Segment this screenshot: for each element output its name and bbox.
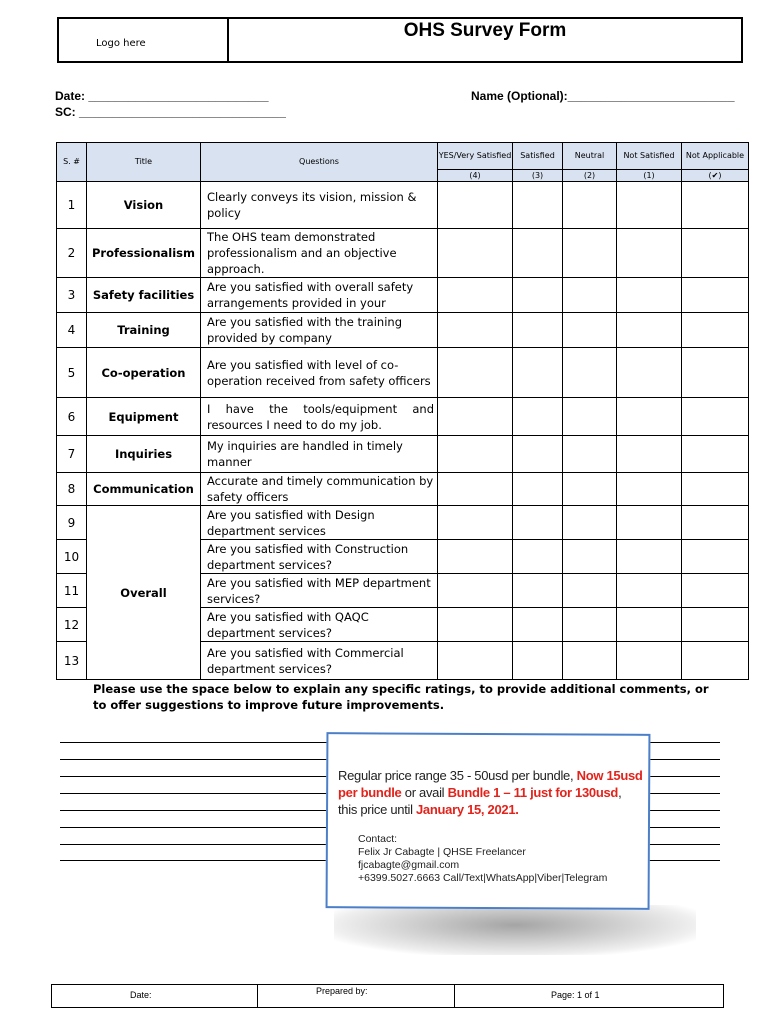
question-text: My inquiries are handled in timely manner	[207, 439, 403, 469]
score-4: (4)	[438, 170, 513, 182]
row-question	[201, 398, 438, 436]
table-row	[57, 348, 749, 398]
rating-cell[interactable]	[617, 574, 682, 608]
rating-cell[interactable]	[563, 348, 617, 398]
rating-cell[interactable]	[513, 278, 563, 313]
table-row	[57, 313, 749, 348]
header-not-satisfied: Not Satisfied	[617, 143, 682, 170]
header-questions: Questions	[201, 143, 438, 182]
name-field[interactable]: Name (Optional):_________________________	[471, 89, 735, 103]
rating-cell[interactable]	[513, 574, 563, 608]
rating-cell[interactable]	[513, 506, 563, 540]
rating-cell[interactable]	[617, 278, 682, 313]
row-number: 12	[57, 608, 87, 642]
contact-label: Contact:	[358, 833, 398, 845]
rating-cell[interactable]	[617, 313, 682, 348]
rating-cell[interactable]	[617, 182, 682, 229]
header-title: Title	[87, 143, 201, 182]
rating-cell[interactable]	[617, 398, 682, 436]
rating-cell[interactable]	[513, 348, 563, 398]
score-na: (✔)	[682, 170, 749, 182]
score-1: (1)	[617, 170, 682, 182]
rating-cell[interactable]	[563, 278, 617, 313]
row-question	[201, 278, 438, 313]
row-title: Inquiries	[87, 436, 201, 473]
row-title: Training	[87, 313, 201, 348]
header-satisfied: Satisfied	[513, 143, 563, 170]
rating-cell[interactable]	[682, 506, 749, 540]
row-number: 11	[57, 574, 87, 608]
table-row	[57, 506, 749, 540]
logo-placeholder: Logo here	[59, 19, 229, 61]
rating-cell[interactable]	[682, 313, 749, 348]
table-row	[57, 436, 749, 473]
row-title: Overall	[87, 506, 201, 680]
rating-cell[interactable]	[682, 436, 749, 473]
score-2: (2)	[563, 170, 617, 182]
question-text: Clearly conveys its vision, mission & policy	[207, 190, 417, 220]
question-text: Are you satisfied with level of co-operation received from safety officers	[207, 357, 431, 388]
question-text: Are you satisfied with Construction department services?	[207, 541, 409, 572]
rating-cell[interactable]	[682, 182, 749, 229]
rating-cell[interactable]	[438, 540, 513, 574]
promo-highlight-2: Bundle 1 – 11 just for 130usd	[447, 785, 619, 800]
row-number: 2	[57, 229, 87, 278]
rating-cell[interactable]	[513, 313, 563, 348]
row-number: 4	[57, 313, 87, 348]
rating-cell[interactable]	[438, 182, 513, 229]
rating-cell[interactable]	[563, 473, 617, 506]
rating-cell[interactable]	[617, 229, 682, 278]
row-number: 10	[57, 540, 87, 574]
row-title: Co-operation	[87, 348, 201, 398]
row-title: Professionalism	[87, 229, 201, 278]
table-row	[57, 229, 749, 278]
header-not-applicable: Not Applicable	[682, 143, 749, 170]
question-text: Are you satisfied with MEP department services?	[207, 575, 431, 606]
rating-cell[interactable]	[563, 574, 617, 608]
question-text: Accurate and timely communication by safety officers	[207, 474, 434, 504]
rating-cell[interactable]	[438, 348, 513, 398]
rating-cell[interactable]	[682, 473, 749, 506]
date-field[interactable]: Date: ___________________________	[55, 89, 269, 103]
question-text: Are you satisfied with Design department services	[207, 507, 375, 538]
header-sn: S. #	[57, 143, 87, 182]
row-number: 8	[57, 473, 87, 506]
form-footer	[51, 984, 724, 1008]
form-title: OHS Survey Form	[403, 20, 567, 41]
rating-cell[interactable]	[513, 473, 563, 506]
rating-cell[interactable]	[682, 540, 749, 574]
row-question	[201, 473, 438, 506]
row-question	[201, 436, 438, 473]
rating-cell[interactable]	[513, 229, 563, 278]
question-text: The OHS team demonstrated professionalism and an objective approach.	[207, 230, 397, 276]
rating-cell[interactable]	[617, 608, 682, 642]
question-text: Are you satisfied with the training provided by company	[207, 315, 403, 345]
rating-cell[interactable]	[682, 642, 749, 680]
rating-cell[interactable]	[563, 608, 617, 642]
rating-cell[interactable]	[513, 182, 563, 229]
rating-cell[interactable]	[617, 642, 682, 680]
rating-cell[interactable]	[513, 436, 563, 473]
row-title: Equipment	[87, 398, 201, 436]
row-number: 9	[57, 506, 87, 540]
rating-cell[interactable]	[438, 278, 513, 313]
comments-instructions: Please use the space below to explain any specific ratings, to provide additional comments, or to offer suggestions to improve future improvements.	[93, 682, 709, 712]
score-3: (3)	[513, 170, 563, 182]
rating-cell[interactable]	[617, 473, 682, 506]
contact-email[interactable]: fjcabagte@gmail.com	[358, 859, 460, 871]
rating-cell[interactable]	[563, 313, 617, 348]
sticker-shadow	[334, 905, 696, 955]
question-text: Are you satisfied with overall safety arrangements provided in your	[207, 280, 414, 310]
promo-highlight-1: Now 15usd per bundle	[338, 768, 643, 800]
rating-cell[interactable]	[438, 313, 513, 348]
question-text: I have the tools/equipment and resources I need to do my job.	[207, 401, 434, 432]
row-question	[201, 229, 438, 278]
contact-name: Felix Jr Cabagte | QHSE Freelancer	[358, 846, 526, 858]
footer-prepared-by: Prepared by:	[258, 985, 455, 1007]
survey-table	[56, 142, 749, 680]
rating-cell[interactable]	[563, 398, 617, 436]
question-text: Are you satisfied with QAQC department services?	[207, 609, 369, 640]
promo-price-text	[338, 767, 643, 818]
contact-phone[interactable]: +6399.5027.6663 Call/Text|WhatsApp|Viber|Telegram	[358, 872, 608, 884]
rating-cell[interactable]	[617, 506, 682, 540]
rating-cell[interactable]	[682, 608, 749, 642]
row-question	[201, 574, 438, 608]
rating-cell[interactable]	[682, 398, 749, 436]
row-question	[201, 540, 438, 574]
row-number: 13	[57, 642, 87, 680]
promo-highlight-3: January 15, 2021.	[416, 802, 519, 817]
rating-cell[interactable]	[682, 348, 749, 398]
row-number: 1	[57, 182, 87, 229]
promo-contact	[358, 833, 607, 885]
table-row	[57, 182, 749, 229]
rating-cell[interactable]	[563, 436, 617, 473]
rating-cell[interactable]	[513, 398, 563, 436]
rating-cell[interactable]	[563, 642, 617, 680]
row-title: Safety facilities	[87, 278, 201, 313]
rating-cell[interactable]	[513, 608, 563, 642]
row-title: Communication	[87, 473, 201, 506]
row-question	[201, 642, 438, 680]
rating-cell[interactable]	[513, 540, 563, 574]
rating-cell[interactable]	[617, 348, 682, 398]
form-header	[57, 17, 743, 63]
sc-field[interactable]: SC: _______________________________	[55, 105, 286, 119]
rating-cell[interactable]	[682, 229, 749, 278]
header-neutral: Neutral	[563, 143, 617, 170]
rating-cell[interactable]	[617, 540, 682, 574]
table-row	[57, 398, 749, 436]
rating-cell[interactable]	[563, 229, 617, 278]
rating-cell[interactable]	[438, 229, 513, 278]
rating-cell[interactable]	[617, 436, 682, 473]
rating-cell[interactable]	[438, 506, 513, 540]
header-very-satisfied: YES/Very Satisfied	[438, 143, 513, 170]
row-title: Vision	[87, 182, 201, 229]
footer-page: Page: 1 of 1	[551, 990, 600, 1000]
rating-cell[interactable]	[513, 642, 563, 680]
table-row	[57, 473, 749, 506]
rating-cell[interactable]	[438, 608, 513, 642]
rating-cell[interactable]	[438, 473, 513, 506]
rating-cell[interactable]	[563, 182, 617, 229]
rating-cell[interactable]	[438, 574, 513, 608]
table-row	[57, 278, 749, 313]
promo-text-1: Regular price range 35 - 50usd per bundle,	[338, 768, 577, 783]
rating-cell[interactable]	[438, 398, 513, 436]
row-question	[201, 506, 438, 540]
promo-text-3: , this price until	[338, 785, 622, 817]
question-text: Are you satisfied with Commercial department services?	[207, 645, 404, 676]
row-question	[201, 182, 438, 229]
rating-cell[interactable]	[438, 642, 513, 680]
row-number: 5	[57, 348, 87, 398]
row-question	[201, 608, 438, 642]
row-question	[201, 348, 438, 398]
footer-date: Date:	[52, 985, 258, 1007]
rating-cell[interactable]	[682, 278, 749, 313]
row-question	[201, 313, 438, 348]
rating-cell[interactable]	[563, 506, 617, 540]
rating-cell[interactable]	[682, 574, 749, 608]
row-number: 3	[57, 278, 87, 313]
row-number: 7	[57, 436, 87, 473]
rating-cell[interactable]	[563, 540, 617, 574]
row-number: 6	[57, 398, 87, 436]
rating-cell[interactable]	[438, 436, 513, 473]
promo-text-2: or avail	[401, 785, 448, 800]
